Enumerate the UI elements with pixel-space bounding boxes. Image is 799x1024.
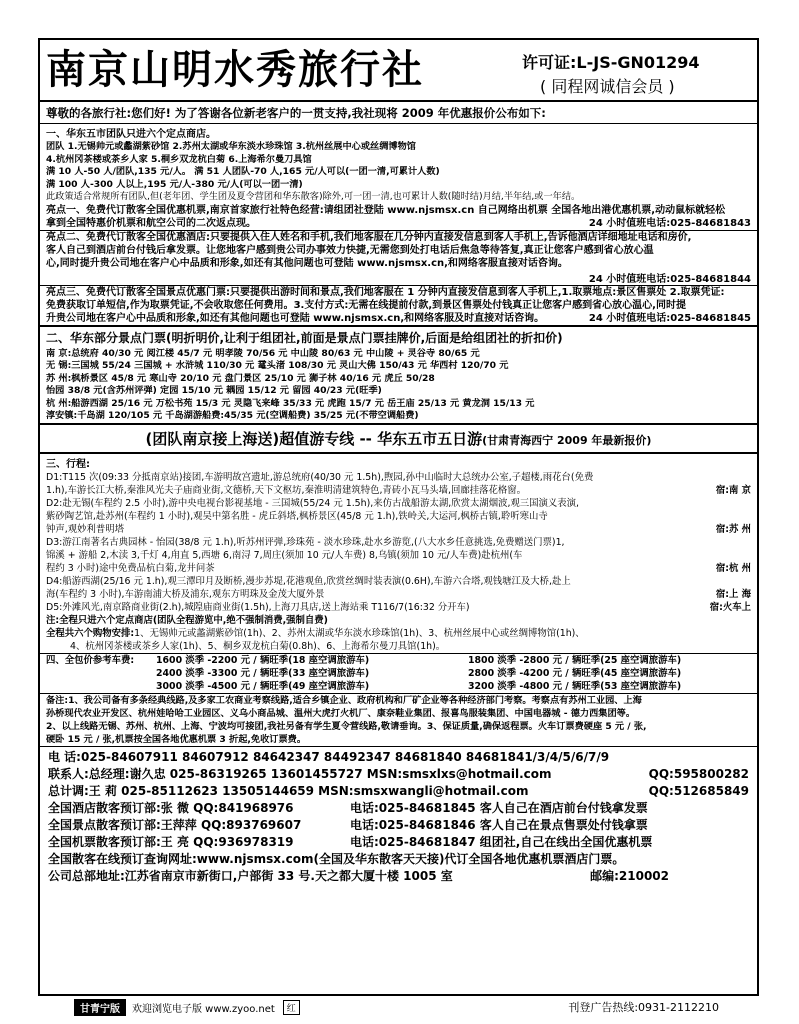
ticket-row: 南 京:总统府 40/30 元 阅江楼 45/7 元 明孝陵 70/56 元 中山陵 80/63 元 中山陵 + 灵谷寺 80/65 元 xyxy=(46,347,480,359)
sec1-line: 4.杭州冈茶楼或茶乡人家 5.桐乡双龙杭白菊 6.上海希尔曼刀具馆 xyxy=(46,153,312,165)
sec1-line: 满 100 人-300 人以上,195 元/人-380 元/人(可以一团一清) xyxy=(46,178,303,190)
note-line: 备注:1、我公司备有多条经典线路,及多家工农商业考察线路,适合乡镇企业、政府机构和厂矿企业等各种经济部门考察。考察点有苏州工业园、上海 xyxy=(46,694,642,706)
advertisement-page xyxy=(38,38,759,996)
highlight-1: 亮点一、免费代订散客全国优惠机票,南京首家旅行社特色经营:请组团社登陆 www.njsmsx.cn 自己网络出机票 全国各地出港优惠机票,动动鼠标就轻松 xyxy=(46,204,726,216)
itinerary-line: 钟声,观妙利普明塔 宿:苏 州 xyxy=(46,523,751,535)
member-note: ( 同程网诚信会员 ) xyxy=(540,77,675,96)
section-2-title: 二、华东部分景点门票(明折明价,让利于组团社,前面是景点门票挂牌价,后面是给组团社的折扣价) xyxy=(40,325,757,348)
itinerary-line: D5:外滩风光,南京路商业街(2.h),城隍庙商业街(1.5h),上海刀具店,送上海站乘 T116/7(16:32 分开车) 宿:火车上 xyxy=(46,601,751,613)
price-row: 2400 淡季 -3300 元 / 辆旺季(33 座空调旅游车) 2800 淡季 -4200 元 / 辆旺季(45 座空调旅游车) xyxy=(156,667,682,679)
hotline-2: 24 小时值班电话:025-84681844 xyxy=(588,273,751,285)
edition-tag: 甘青宁版 xyxy=(74,999,126,1016)
ticket-row: 淳安镇:千岛湖 120/105 元 千岛湖游船费:45/35 元(空调船费) 35/25 元(不带空调船费) xyxy=(46,410,419,421)
section-1-title: 一、华东五市团队只进六个定点商店。 xyxy=(46,129,216,140)
section-3 xyxy=(40,454,757,653)
shopping-line-1: 全程共六个购物安排:1、无锡帅元或蠡湖紫砂馆(1h)、2、苏州太湖或华东淡水珍珠馆(1h)、3、杭州丝展中心或丝绸博物馆(1h)、 xyxy=(46,627,585,639)
route-banner xyxy=(40,423,757,454)
stay-label: 宿:苏 州 xyxy=(712,523,751,536)
highlight-1b: 拿到全国特惠价机票和航空公司的二次返点现。 xyxy=(46,217,256,229)
highlight-1b-row xyxy=(40,217,757,230)
ticket-row: 无 锡:三国城 55/24 三国城 + 水浒城 110/30 元 鼋头渚 108/30 元 灵山大佛 150/43 元 华西村 120/70 元 xyxy=(46,360,509,371)
notes xyxy=(40,693,757,746)
online-booking: 全国散客在线预订查询网址:www.njsmsx.com(全国及华东散客天天接)代订全国各地优惠机票酒店门票。 xyxy=(48,851,625,866)
price-row: 3000 淡季 -4500 元 / 辆旺季(49 座空调旅游车) 3200 淡季 -4800 元 / 辆旺季(53 座空调旅游车) xyxy=(156,680,682,692)
itinerary-line: 海(车程约 3 小时),车游南浦大桥及浦东,观东方明珠及金茂大厦外景 宿:上 海 xyxy=(46,588,751,600)
section-3-title: 三、行程: xyxy=(46,458,90,470)
itinerary-line: D1:T115 次(09:33 分抵南京站)接团,车游明故宫遗址,游总统府(40/30 元 1.5h),煦园,孙中山临时大总统办公室,子超楼,雨花台(免费 xyxy=(46,471,594,483)
stay-label: 宿:上 海 xyxy=(712,588,751,601)
section-2 xyxy=(40,325,757,423)
highlight-3c: 升贵公司地在客户心中品质和形象,如还有其他问题也可登陆 www.njsmsx.cn,和网络客服及时直接对话咨询。 xyxy=(46,312,545,324)
highlight-3: 亮点三、免费代订散客全国景点优惠门票:只要提供出游时间和景点,我们地客服在 1 分钟内直接发信息到客人手机上,1.取票地点:景区售票处 2.取票凭证: xyxy=(46,286,725,298)
note-line: 2、以上线路无锡、苏州、杭州、上海、宁波均可接团,我社另备有学生夏令营线路,敬请垂询。3、保证质量,确保返程票。火车订票费硬座 5 元 / 张, xyxy=(46,720,647,732)
itinerary-line: D2:赴无锡(车程约 2.5 小时),游中央电视台影视基地 - 三国城(55/24 元 1.5h),来仿古战船游太湖,欣赏太湖烟波,观三国演义表演, xyxy=(46,497,580,509)
price-row: 四、全包价参考车费: 1600 淡季 -2200 元 / 辆旺季(18 座空调旅游车) 1800 淡季 -2800 元 / 辆旺季(25 座空调旅游车) xyxy=(46,654,682,666)
itinerary-note: 注:全程只进六个定点商店(团队全程游览中,绝不强制消费,强制自费) xyxy=(46,614,328,626)
stay-label: 宿:南 京 xyxy=(712,484,751,497)
shopping-line-2: 4、杭州冈茶楼或茶乡人家(1h)、5、桐乡双龙杭白菊(0.8h)、6、上海希尔曼刀具馆(1h)。 xyxy=(70,640,446,652)
highlight-2: 亮点二、免费代订散客全国优惠酒店:只要提供入住人姓名和手机,我们地客服在几分钟内直接发信息到客人手机上,告诉他酒店详细地址电话和房价, xyxy=(46,231,692,243)
stay-label: 宿:火车上 xyxy=(706,601,751,614)
itinerary-line: 程约 3 小时)途中免费品杭白菊,龙井问茶 宿:杭 州 xyxy=(46,562,751,574)
brand-title: 南京山明水秀旅行社 xyxy=(46,47,424,93)
ticket-row: 苏 州:枫桥景区 45/8 元 寒山寺 20/10 元 盘门景区 25/10 元 狮子林 40/16 元 虎丘 50/28 xyxy=(46,372,435,384)
note-line: 硬卧 15 元 / 张,机票按全国各地优惠机票 3 折起,免收订票费。 xyxy=(46,733,307,745)
highlight-3b: 免费获取订单短信,作为取票凭证,不会收取您任何费用。3.支付方式:无需在线提前付款,到景区售票处付钱真正让您客户感到省心放心温心,同时提 xyxy=(46,299,686,311)
hotline-1: 24 小时值班电话:025-84681843 xyxy=(588,217,751,229)
stay-label: 宿:杭 州 xyxy=(712,562,751,575)
banner-main: (团队南京接上海送)超值游专线 -- 华东五市五日游 xyxy=(145,429,483,448)
highlight-2b: 客人自己到酒店前台付钱后拿发票。让您地客户感到贵公司办事效力快捷,无需您到处打电话后焦急等待答复,真正让您客户感到省心放心温 xyxy=(46,244,654,256)
contact-person-1: 联系人:总经理:谢久忠 025-86319265 13601455727 MSN:smsxlxs@hotmail.com QQ:595800282 xyxy=(48,766,749,781)
itinerary-line: 1.h),车游长江大桥,秦淮风光夫子庙商业街,文德桥,天下文枢坊,秦淮明清建筑特色,青砖小瓦马头墙,回廊挂落花格窗。 宿:南 京 xyxy=(46,484,751,496)
flight-desk: 全国机票散客预订部:王 亮 QQ:936978319 电话:025-84681847 组团社,自己在线出全国优惠机票 xyxy=(48,834,653,849)
itinerary-line: 锦溪 + 游船 2,木渎 3,千灯 4,甪直 5,西塘 6,南浔 7,周庄(须加 10 元/人车费) 8,乌镇(须加 10 元/人车费)赴杭州(车 xyxy=(46,549,523,561)
itinerary-line: 紫砂陶艺馆,赴苏州(车程约 1 小时),观吴中第名胜 - 虎丘斜塔,枫桥景区(45/8 元 1.h),铁岭关,大运河,枫桥古镇,聆听寒山寺 xyxy=(46,510,548,522)
license-number: 许可证:L-JS-GN01294 xyxy=(522,53,700,72)
lead-text: 尊敬的各旅行社:您们好! 为了答谢各位新老客户的一贯支持,我社现将 2009 年优惠报价公布如下: xyxy=(40,102,757,124)
sec1-line: 满 10 人-50 人/团队,135 元/人。 满 51 人团队-70 人,165 元/人可以(一团一清,可累计人数) xyxy=(46,166,440,177)
itinerary-line: D4:船游西湖(25/16 元 1.h),观三潭印月及断桥,漫步苏堤,花港观鱼,欣赏丝绸时装表演(0.6H),车游六合塔,观钱塘江及大桥,赴上 xyxy=(46,575,571,587)
site-text: 欢迎浏览电子版 www.zyoo.net xyxy=(132,1003,275,1015)
header xyxy=(40,40,757,102)
sec1-line: 团队 1.无锡帅元或蠡湖紫砂馆 2.苏州太湖或华东淡水珍珠馆 3.杭州丝展中心或丝绸博物馆 xyxy=(46,141,416,152)
scenic-desk: 全国景点散客预订部:王萍萍 QQ:893769607 电话:025-84681846 客人自己在景点售票处付钱拿票 xyxy=(48,817,648,832)
section-4 xyxy=(40,653,757,693)
color-mark: 红 xyxy=(283,1000,300,1015)
hotel-desk: 全国酒店散客预订部:张 微 QQ:841968976 电话:025-84681845 客人自己在酒店前台付钱拿发票 xyxy=(48,800,648,815)
ticket-row: 杭 州:船游西湖 25/16 元 万松书苑 15/3 元 灵隐飞来峰 35/33 元 虎跑 15/7 元 岳王庙 25/13 元 黄龙洞 15/13 元 xyxy=(46,397,535,409)
highlight-3c-row xyxy=(40,312,757,325)
ad-hotline: 刊登广告热线:0931-2112210 xyxy=(568,1001,719,1014)
footer xyxy=(38,998,759,1016)
address-line: 公司总部地址:江苏省南京市新街口,户部街 33 号.天之都大厦十楼 1005 室 邮编:210002 xyxy=(48,868,669,883)
highlight-2c: 心,同时提升贵公司地在客户心中品质和形象,如还有其他问题也可登陆 www.njsmsx.cn,和网络客服直接对话咨询。 xyxy=(46,257,568,269)
itinerary-line: D3:游江南著名古典园林 - 怡园(38/8 元 1.h),听苏州评弹,珍珠苑 - 淡水珍珠,赴水乡游览,(八大水乡任意挑选,免费赠送门票)1, xyxy=(46,536,565,548)
banner-sub: (甘肃青海西宁 2009 年最新报价) xyxy=(482,433,652,447)
section-1 xyxy=(40,124,757,325)
contacts xyxy=(40,746,757,885)
phone-line: 电 话:025-84607911 84607912 84642347 84492347 84681840 84681841/3/4/5/6/7/9 xyxy=(48,749,610,764)
notes-label: 备注: xyxy=(46,694,69,706)
note-line: 孙桥现代农业开发区、杭州娃哈哈工业园区、义乌小商品城、温州大虎打火机厂、康奈鞋业集团、报喜鸟服装集团、中国电器城 - 德力西集团等。 xyxy=(46,707,636,719)
section-4-title: 四、全包价参考车费: xyxy=(46,654,135,666)
ticket-row: 怡园 38/8 元(含苏州评弹) 定园 15/10 元 耦园 15/12 元 留园 40/23 元(旺季) xyxy=(46,385,382,396)
hotline-3: 24 小时值班电话:025-84681845 xyxy=(588,312,751,324)
sec1-line: 此政策适合常规所有团队,但(老年团、学生团及夏令营团和华东散客)除外,可一团一清,也可累计人数(随时结)月结,半年结,或一年结。 xyxy=(46,191,581,202)
contact-person-2: 总计调:王 莉 025-85112623 13505144659 MSN:smsxwangli@hotmail.com QQ:512685849 xyxy=(48,783,749,798)
